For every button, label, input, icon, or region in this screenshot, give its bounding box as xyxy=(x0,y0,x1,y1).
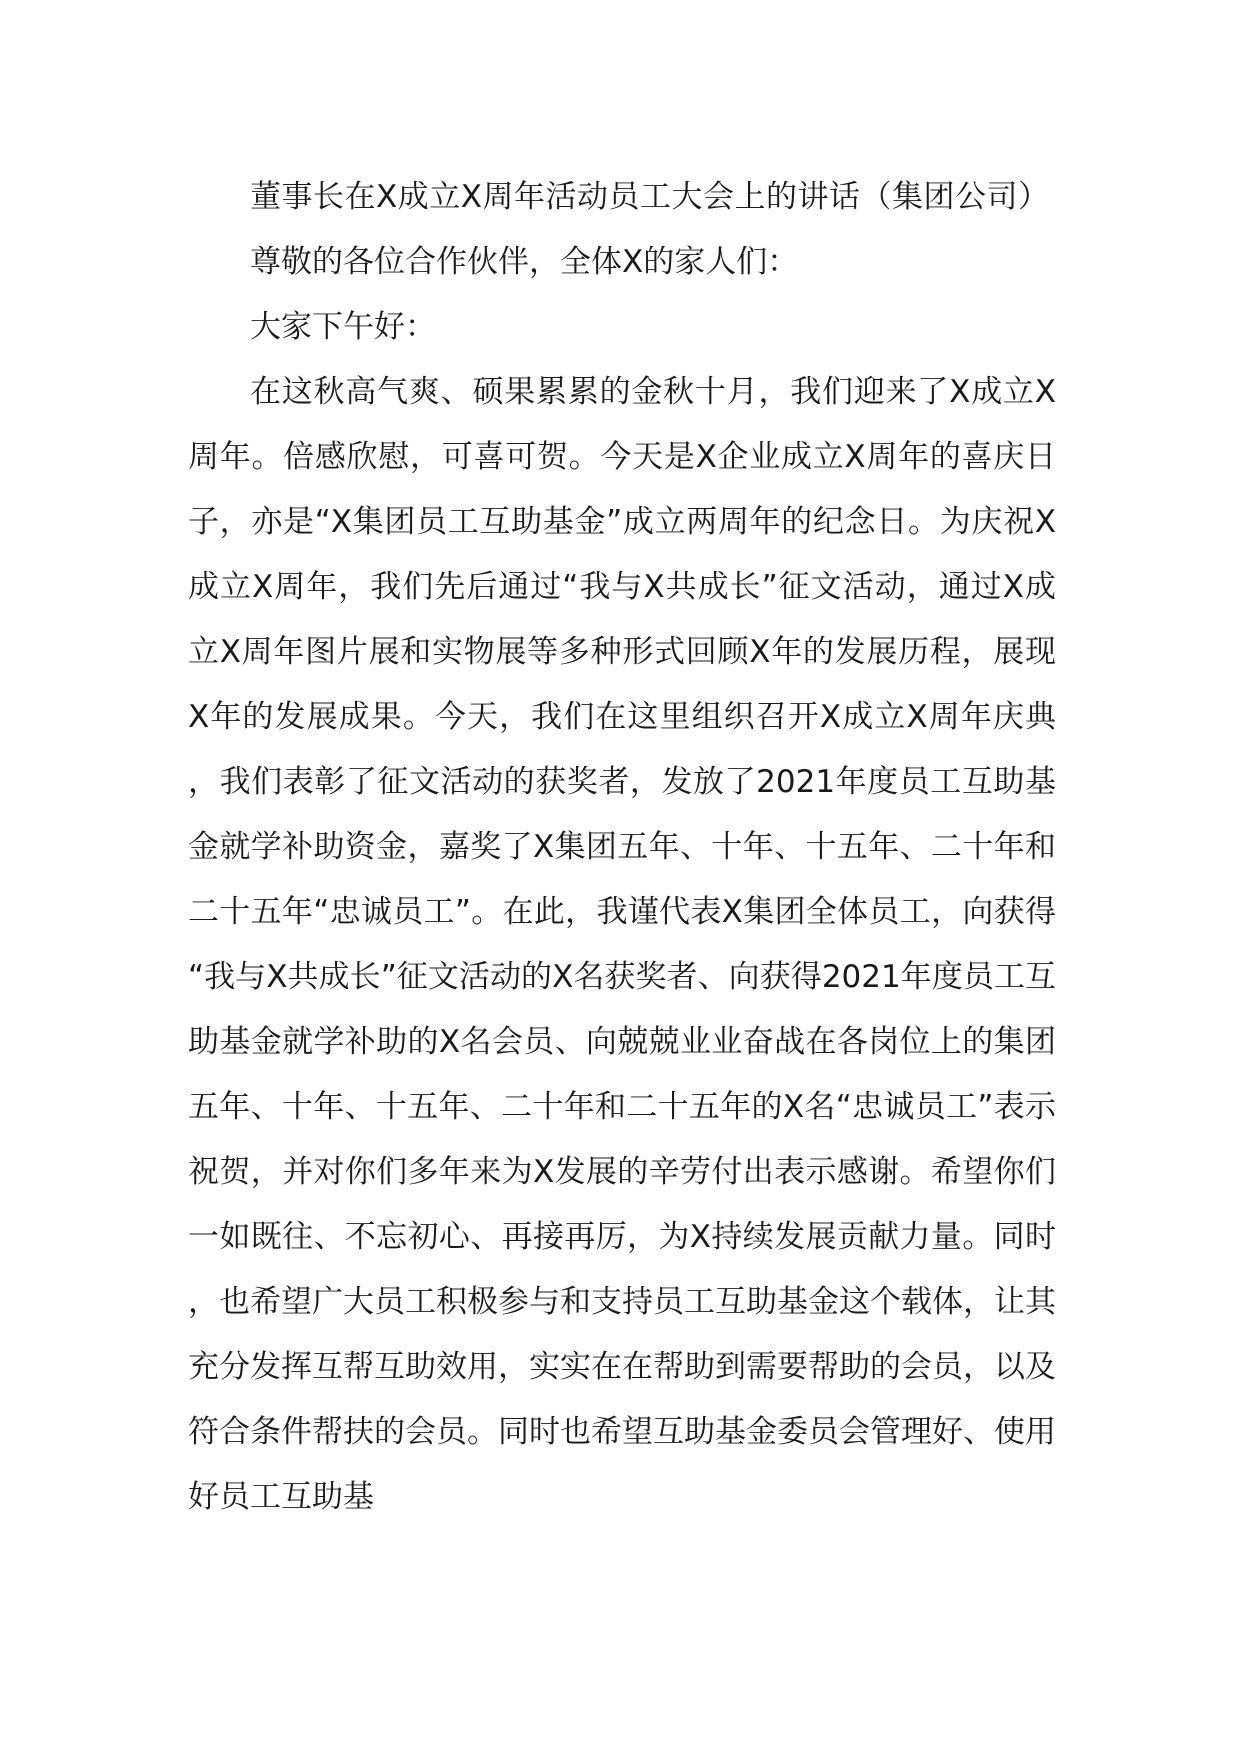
body-paragraph: 在这秋高气爽、硕果累累的金秋十月，我们迎来了X成立X周年。倍感欣慰，可喜可贺。今天是X企业成立X周年的喜庆日子，亦是“X集团员工互助基金”成立两周年的纪念日。为庆祝X成立X周年，我们先后通过“我与X共成长”征文活动，通过X成立X周年图片展和实物展等多种形式回顾X年的发展历程，展现X年的发展成果。今天，我们在这里组织召开X成立X周年庆典，我们表彰了征文活动的获奖者，发放了2021年度员工互助基金就学补助资金，嘉奖了X集团五年、十年、十五年、二十年和二十五年“忠诚员工”。在此，我谨代表X集团全体员工，向获得“我与X共成长”征文活动的X名获奖者、向获得2021年度员工互助基金就学补助的X名会员、向兢兢业业奋战在各岗位上的集团五年、十年、十五年、二十年和二十五年的X名“忠诚员工”表示祝贺，并对你们多年来为X发展的辛劳付出表示感谢。希望你们一如既往、不忘初心、再接再厉，为X持续发展贡献力量。同时，也希望广大员工积极参与和支持员工互助基金这个载体，让其充分发挥互帮互助效用，实实在在帮助到需要帮助的会员，以及符合条件帮扶的会员。同时也希望互助基金委员会管理好、使用好员工互助基 xyxy=(188,374,1056,1515)
document-body xyxy=(188,165,1056,1530)
greeting: 大家下午好： xyxy=(250,309,436,345)
document-title: 董事长在X成立X周年活动员工大会上的讲话（集团公司） xyxy=(250,179,1050,215)
salutation: 尊敬的各位合作伙伴，全体X的家人们： xyxy=(250,244,799,280)
